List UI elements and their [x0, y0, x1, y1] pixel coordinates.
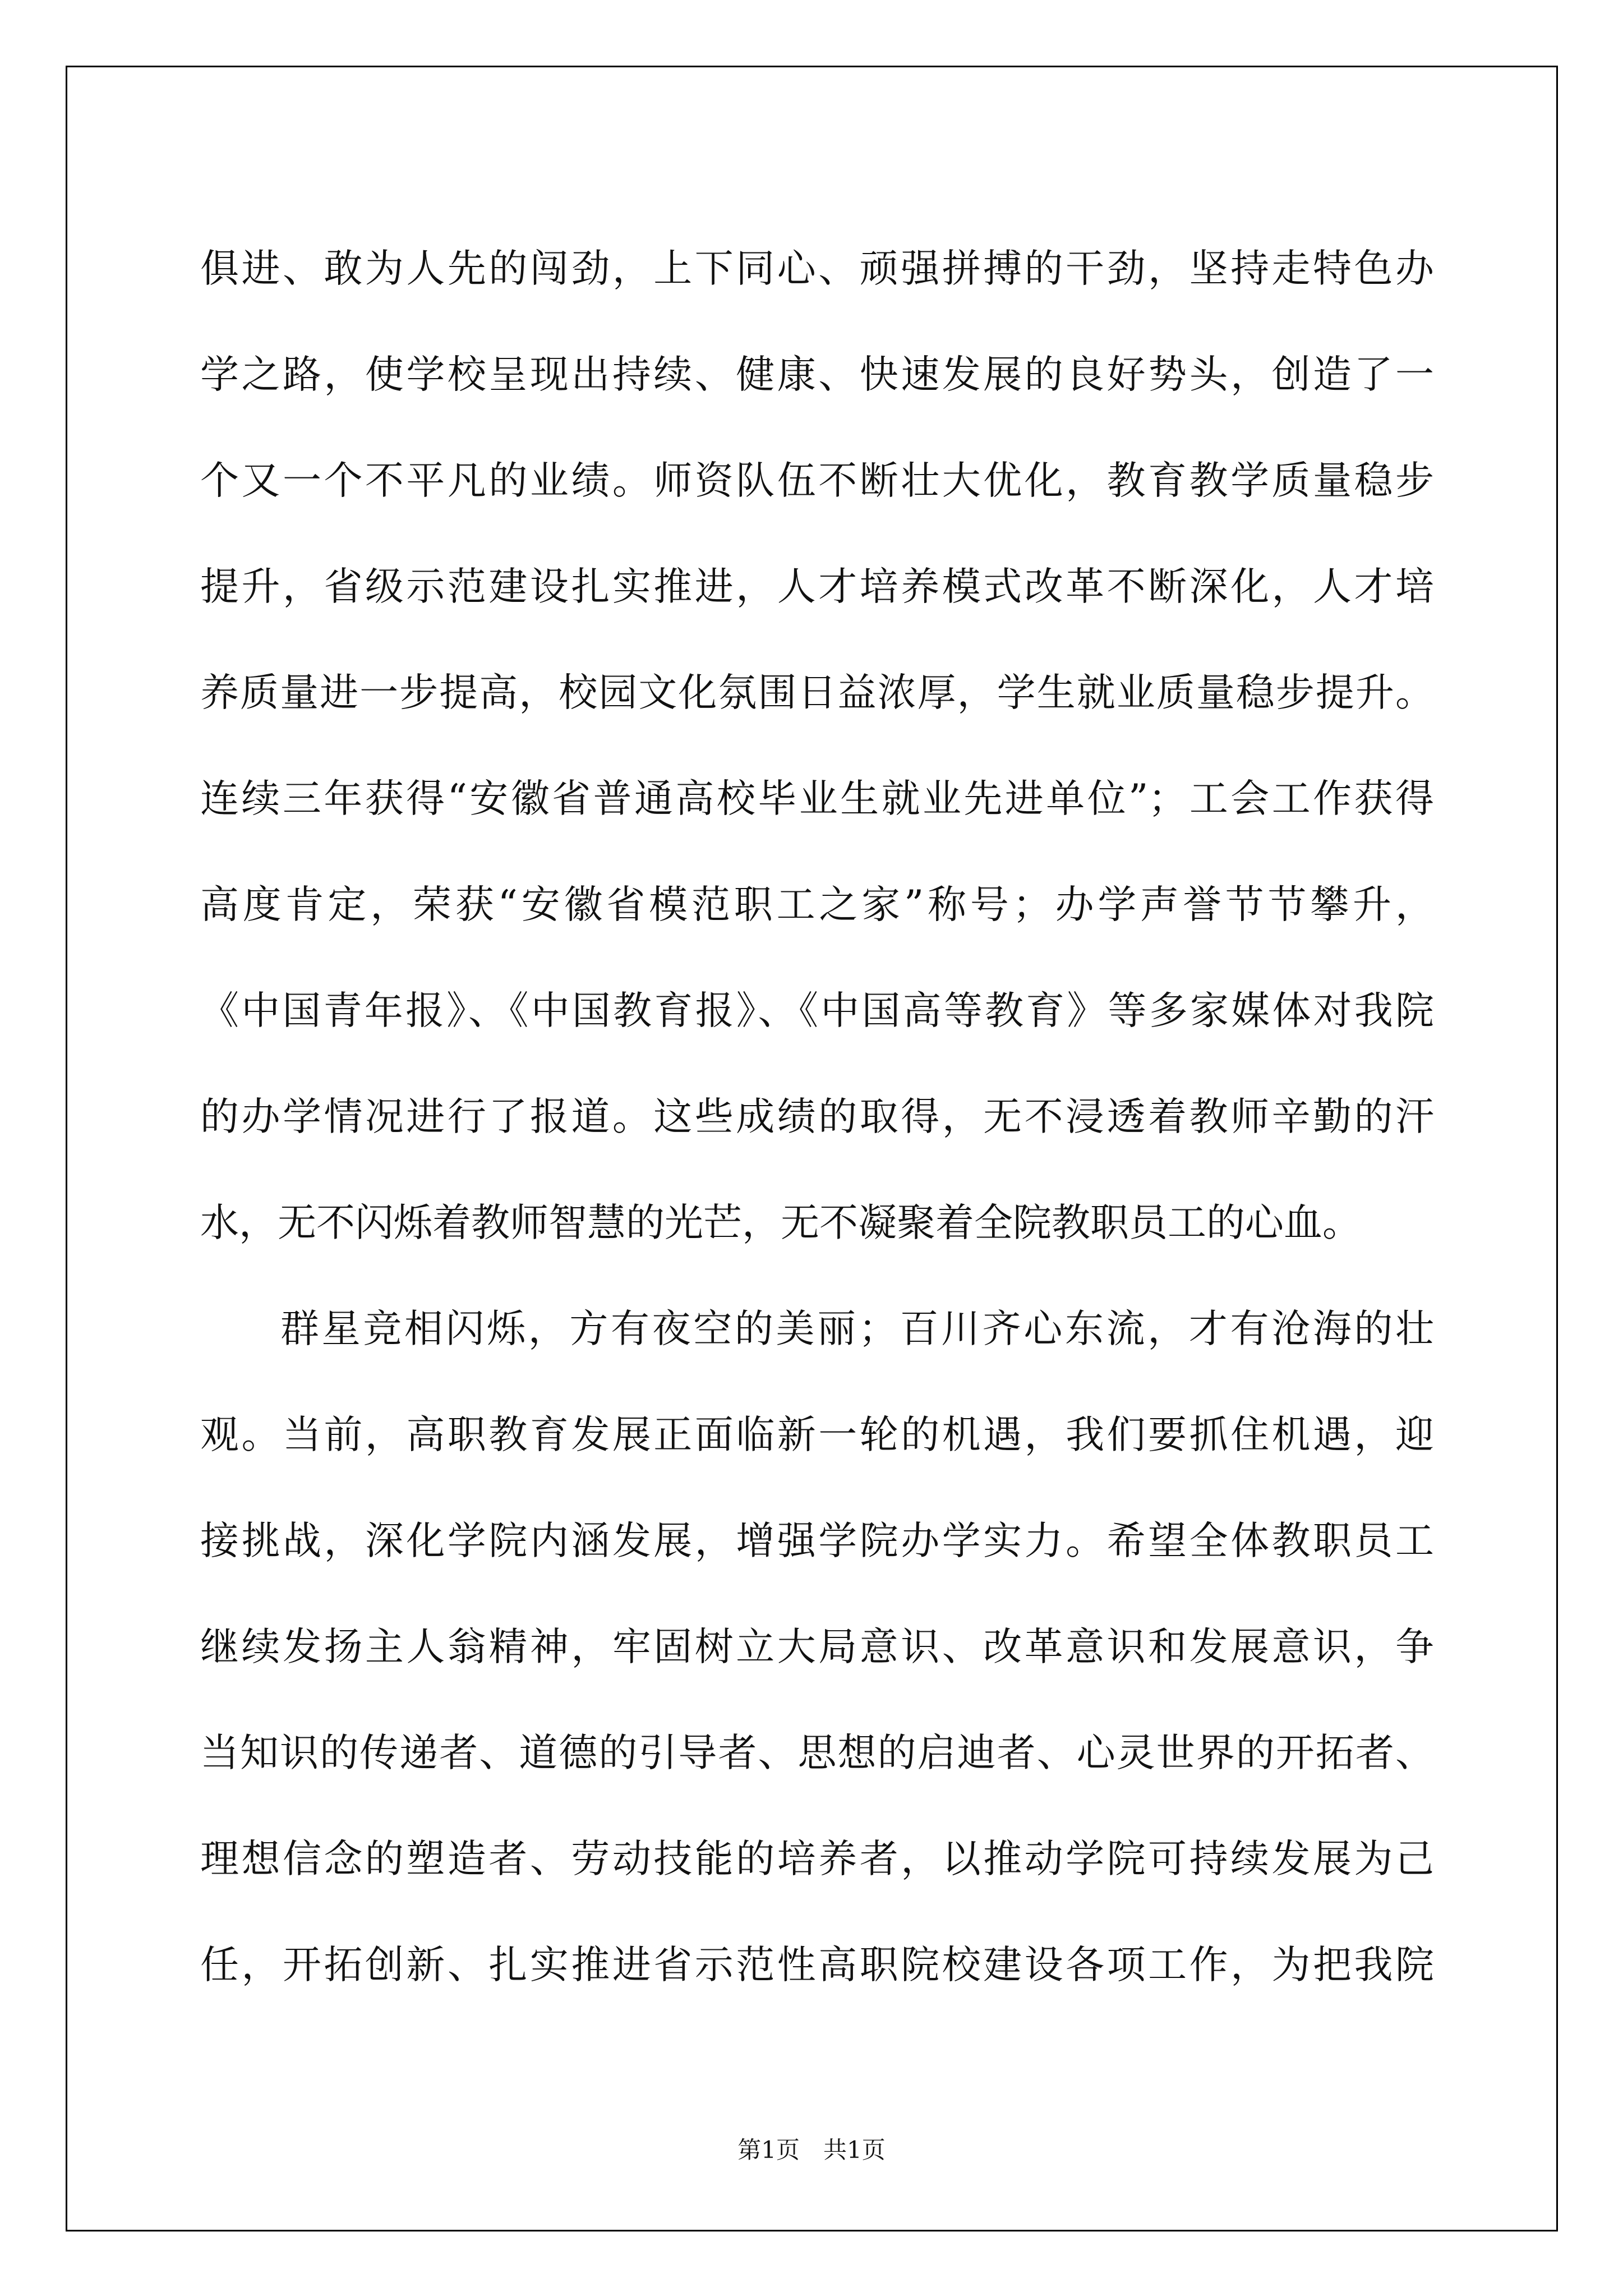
text-line: 观。当前，高职教育发展正面临新一轮的机遇，我们要抓住机遇，迎 [200, 1412, 1434, 1457]
text-line: 《中国青年报》、《中国教育报》、《中国高等教育》等多家媒体对我院 [200, 988, 1434, 1033]
paragraph-1 [200, 216, 1434, 1276]
text-line: 接挑战，深化学院内涵发展，增强学院办学实力。希望全体教职员工 [200, 1519, 1434, 1563]
text-line: 连续三年获得“安徽省普通高校毕业生就业先进单位”；工会工作获得 [200, 776, 1434, 821]
text-line: 当知识的传递者、道德的引导者、思想的启迪者、心灵世界的开拓者、 [200, 1731, 1434, 1775]
text-line: 任，开拓创新、扎实推进省示范性高职院校建设各项工作，为把我院 [200, 1943, 1434, 1987]
text-line: 理想信念的塑造者、劳动技能的培养者，以推动学院可持续发展为己 [200, 1837, 1434, 1881]
text-line: 个又一个不平凡的业绩。师资队伍不断壮大优化，教育教学质量稳步 [200, 458, 1434, 503]
text-line: 提升，省级示范建设扎实推进，人才培养模式改革不断深化，人才培 [200, 564, 1434, 609]
text-line: 俱进、敢为人先的闯劲，上下同心、顽强拼搏的干劲，坚持走特色办 [200, 246, 1434, 291]
text-line: 水，无不闪烁着教师智慧的光芒，无不凝聚着全院教职员工的心血。 [200, 1200, 1361, 1245]
text-line: 学之路，使学校呈现出持续、健康、快速发展的良好势头，创造了一 [200, 352, 1434, 397]
text-line: 高度肯定，荣获“安徽省模范职工之家”称号；办学声誉节节攀升， [200, 882, 1434, 927]
text-line: 养质量进一步提高，校园文化氛围日益浓厚，学生就业质量稳步提升。 [200, 670, 1434, 715]
page-number-footer: 第1页 共1页 [737, 2136, 886, 2164]
document-body [200, 216, 1434, 2018]
text-line: 继续发扬主人翁精神，牢固树立大局意识、改革意识和发展意识，争 [200, 1625, 1434, 1669]
text-line: 的办学情况进行了报道。这些成绩的取得，无不浸透着教师辛勤的汗 [200, 1094, 1434, 1139]
text-line: 群星竞相闪烁，方有夜空的美丽；百川齐心东流，才有沧海的壮 [280, 1306, 1434, 1351]
paragraph-2 [200, 1276, 1434, 2018]
